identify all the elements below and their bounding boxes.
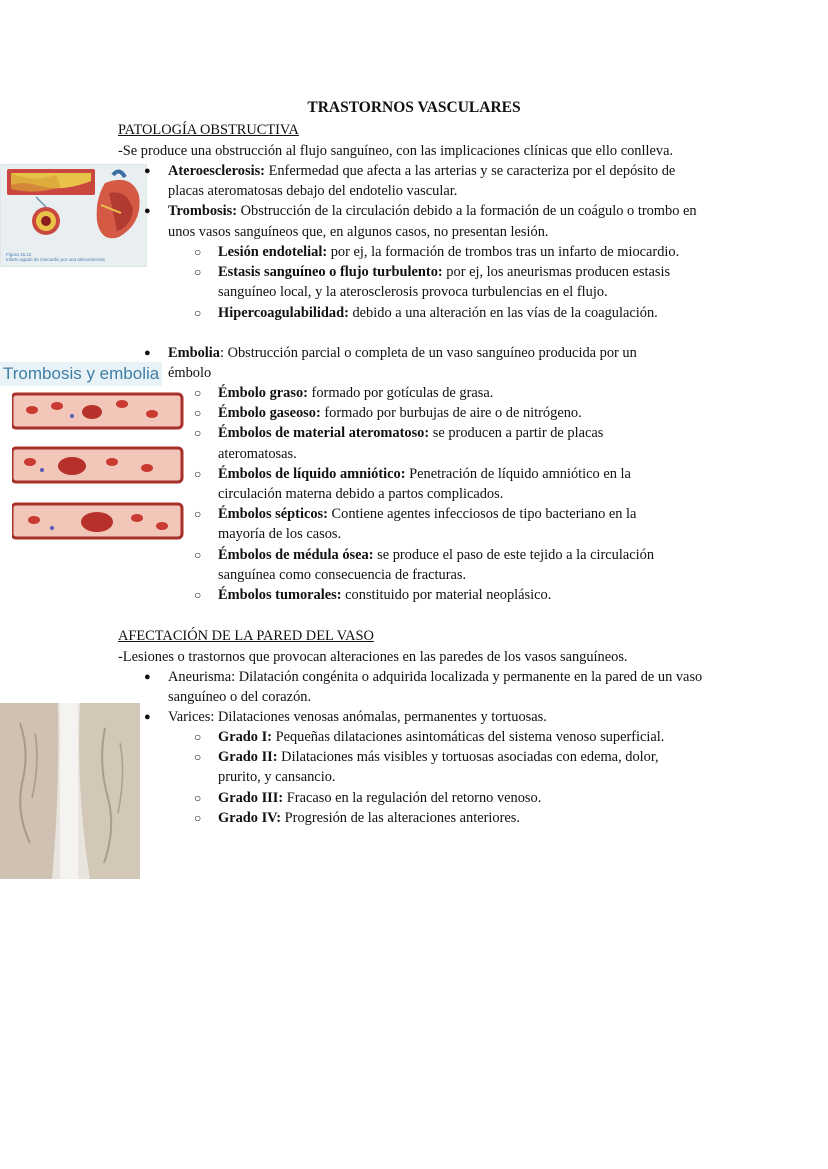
circle-bullet-icon: ○ <box>194 305 202 320</box>
section-heading-obstructiva: PATOLOGÍA OBSTRUCTIVA <box>118 122 299 138</box>
term: Hipercoagulabilidad: <box>218 304 349 321</box>
vessel-1 <box>12 394 182 428</box>
circle-bullet-icon: ○ <box>194 790 202 805</box>
definition: : Obstrucción parcial o completa de un vaso sanguíneo producida por un émbolo <box>168 345 637 382</box>
term: Embolia <box>168 345 220 361</box>
term: Émbolo graso: <box>218 385 308 401</box>
term: Émbolos de líquido amniótico: <box>218 465 406 482</box>
list-item-ateroesclerosis <box>144 161 713 201</box>
circle-bullet-icon: ○ <box>194 547 202 562</box>
definition: Progresión de las alteraciones anteriores. <box>281 809 521 826</box>
list-item-trombosis <box>144 201 713 241</box>
term: Grado IV: <box>218 809 282 826</box>
circle-bullet-icon: ○ <box>194 386 202 400</box>
figure-description: Infarto agudo de miocardio por una aterosclerosis <box>6 257 106 262</box>
circle-bullet-icon: ○ <box>194 730 202 744</box>
definition: Dilataciones más visibles y tortuosas asociadas con edema, dolor, prurito, y cansancio. <box>218 749 659 786</box>
definition: por ej, la formación de trombos tras un infarto de miocardio. <box>327 244 680 260</box>
emboli-vessels-illustration <box>12 390 184 542</box>
section-heading-pared-vaso: AFECTACIÓN DE LA PARED DEL VASO <box>118 628 374 644</box>
embolia-list <box>144 343 678 383</box>
figure-number: Figura 15.12 <box>6 252 32 257</box>
definition: Aneurisma: Dilatación congénita o adquirida localizada y permanente en la pared de un vaso sanguíneo o del corazón. <box>168 669 703 706</box>
circle-bullet-icon: ○ <box>194 750 202 765</box>
varices-photo <box>0 703 140 879</box>
varices-grades-sublist <box>194 727 698 828</box>
term: Émbolos tumorales: <box>218 587 342 604</box>
circle-bullet-icon: ○ <box>194 245 202 259</box>
sub-item <box>194 403 688 423</box>
sub-item <box>194 383 688 403</box>
obstructive-list <box>144 161 713 242</box>
trombosis-sublist <box>194 242 713 323</box>
sub-item <box>194 423 658 463</box>
definition: Fracaso en la regulación del retorno venoso. <box>283 789 542 806</box>
bullet-icon: ● <box>144 205 151 218</box>
sub-item <box>194 727 698 747</box>
definition: Varices: Dilataciones venosas anómalas, permanentes y tortuosas. <box>168 709 547 726</box>
term: Estasis sanguíneo o flujo turbulento: <box>218 264 443 281</box>
atherosclerosis-illustration <box>1 165 146 250</box>
sub-item <box>194 504 678 544</box>
circle-bullet-icon: ○ <box>194 588 202 603</box>
bullet-icon: ● <box>144 671 151 683</box>
sub-item <box>194 747 698 787</box>
term: Émbolos de material ateromatoso: <box>218 425 430 442</box>
definition: se produce el paso de este tejido a la circulación sanguínea como consecuencia de fracturas. <box>218 546 655 583</box>
term: Émbolos de médula ósea: <box>218 546 374 563</box>
definition: Enfermedad que afecta a las arterias y se caracteriza por el depósito de placas ateromatosas debajo del endotelio vascular. <box>168 163 676 200</box>
circle-bullet-icon: ○ <box>194 810 202 825</box>
term: Grado II: <box>218 749 278 766</box>
sub-item <box>194 808 698 828</box>
definition: Obstrucción de la circulación debido a la formación de un coágulo o trombo en unos vasos sanguíneos que, en algunos casos, no presentan lesión. <box>168 203 697 240</box>
circle-bullet-icon: ○ <box>194 466 202 481</box>
atherosclerosis-figure <box>0 164 147 267</box>
sub-item <box>194 242 713 262</box>
circle-bullet-icon: ○ <box>194 265 202 280</box>
embolos-sublist <box>194 383 688 605</box>
definition: por ej, los aneurismas producen estasis sanguíneo local, y la aterosclerosis provoca turbulencias en el flujo. <box>218 264 671 301</box>
sub-item <box>194 303 713 323</box>
definition: se producen a partir de placas ateromatosas. <box>218 425 604 462</box>
section-intro: -Se produce una obstrucción al flujo sanguíneo, con las implicaciones clínicas que ello conlleva. <box>118 143 674 159</box>
definition: Pequeñas dilataciones asintomáticas del sistema venoso superficial. <box>271 729 665 745</box>
vessel-3 <box>12 504 182 538</box>
definition: Penetración de líquido amniótico en la circulación materna debido a partos complicados. <box>218 465 631 503</box>
trombosis-embolia-label: Trombosis y embolia <box>0 362 162 386</box>
definition: formado por gotículas de grasa. <box>307 385 494 401</box>
vessel-2 <box>12 448 182 482</box>
legs-illustration <box>0 703 140 879</box>
term: Lesión endotelial: <box>218 244 328 260</box>
sub-item <box>194 464 678 504</box>
circle-bullet-icon: ○ <box>194 426 202 441</box>
section-intro: -Lesiones o trastornos que provocan alteraciones en las paredes de los vasos sanguíneos. <box>118 649 628 665</box>
term: Ateroesclerosis: <box>168 163 265 179</box>
definition: constituido por material neoplásico. <box>341 587 552 604</box>
term: Émbolos sépticos: <box>218 506 328 523</box>
circle-bullet-icon: ○ <box>194 406 202 421</box>
list-item-embolia <box>144 343 678 383</box>
list-item-varices <box>144 707 713 727</box>
figure-caption <box>6 252 105 262</box>
circle-bullet-icon: ○ <box>194 507 202 522</box>
definition: debido a una alteración en las vías de la coagulación. <box>348 304 658 321</box>
definition: formado por burbujas de aire o de nitrógeno. <box>320 405 582 422</box>
page-title: TRASTORNOS VASCULARES <box>307 99 521 116</box>
sub-item <box>194 788 698 808</box>
term: Émbolo gaseoso: <box>218 405 321 422</box>
sub-item <box>194 585 688 605</box>
term: Trombosis: <box>168 203 238 220</box>
list-item-aneurisma <box>144 667 713 707</box>
bullet-icon: ● <box>144 711 151 724</box>
term: Grado I: <box>218 729 272 745</box>
sub-item <box>194 545 688 585</box>
bullet-icon: ● <box>144 165 151 177</box>
definition: Contiene agentes infecciosos de tipo bacteriano en la mayoría de los casos. <box>218 506 637 543</box>
pared-list <box>144 667 713 728</box>
bullet-icon: ● <box>144 347 151 359</box>
term: Grado III: <box>218 789 284 806</box>
sub-item <box>194 262 713 302</box>
